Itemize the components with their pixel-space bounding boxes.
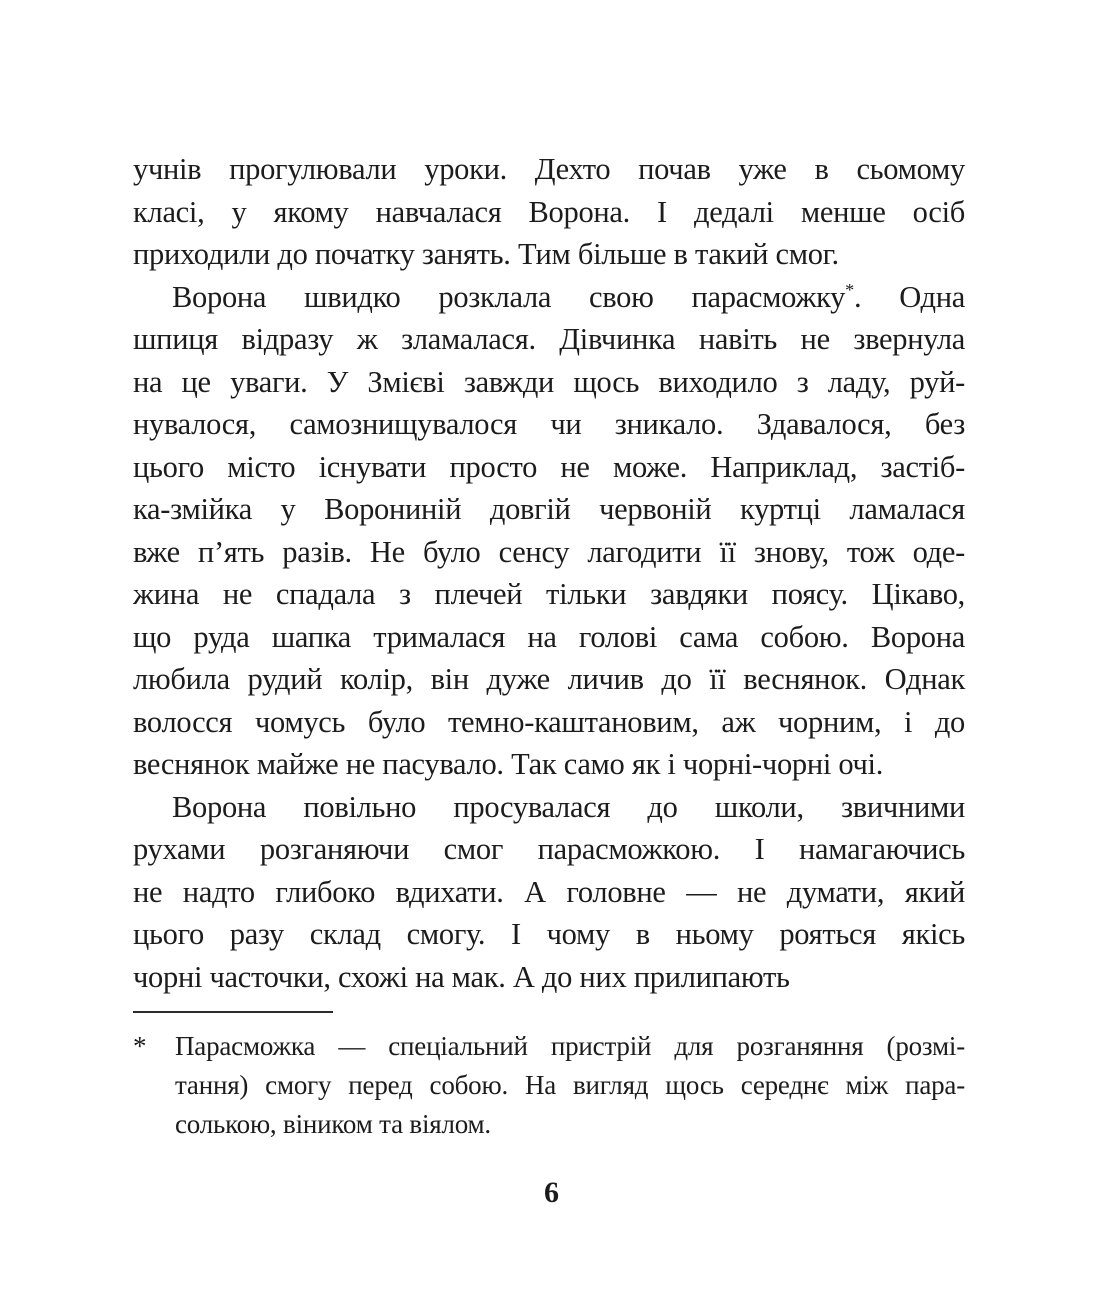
text-line: не надто глибоко вдихати. А головне — не думати, який	[133, 874, 965, 909]
footnote-line: тання) смогу перед собою. На вигляд щось середнє між пара-	[175, 1070, 965, 1100]
text-line: рухами розганяючи смог парасможкою. І намагаючись	[133, 832, 965, 866]
text-line: чорні часточки, схожі на мак. А до них прилипають	[133, 959, 790, 994]
footnote-rule	[133, 1011, 333, 1013]
text-line: волосся чомусь було темно-каштановим, аж чорним, і до	[133, 704, 965, 739]
paragraph	[133, 148, 965, 276]
text-block	[133, 148, 965, 998]
page-number: 6	[544, 1176, 559, 1209]
text-line: цього разу склад смогу. І чому в ньому рояться якісь	[133, 917, 965, 951]
text-line: на це уваги. У Змієві завжди щось виходило з ладу, руй-	[133, 364, 965, 399]
footnote-text	[175, 1027, 965, 1144]
text-line: шпиця відразу ж зламалася. Дівчинка навіть не звернула	[133, 322, 965, 356]
paragraph	[133, 786, 965, 999]
text-line: цього місто існувати просто не може. Наприклад, застіб-	[133, 449, 965, 484]
text-line: жина не спадала з плечей тільки завдяки поясу. Цікаво,	[133, 577, 965, 611]
text-line: що руда шапка трималася на голові сама собою. Ворона	[133, 619, 965, 654]
text-line: любила рудий колір, він дуже личив до її веснянок. Однак	[133, 662, 965, 696]
text-line: вже п’ять разів. Не було сенсу лагодити її знову, тож оде-	[133, 534, 965, 569]
text-line: учнів прогулювали уроки. Дехто почав уже в сьомому	[133, 152, 965, 186]
footnote-line: Парасможка — спеціальний пристрій для розганяння (розмі-	[175, 1031, 965, 1061]
footnote-line: солькою, віником та віялом.	[175, 1109, 491, 1139]
text-line	[133, 276, 965, 319]
footnote-marker: *	[133, 1031, 147, 1061]
text-line: приходили до початку занять. Тим більше в такий смог.	[133, 237, 839, 271]
text-segment: . Одна	[853, 279, 965, 314]
paragraph	[133, 276, 965, 786]
footnote-reference-asterisk: *	[845, 279, 854, 300]
text-segment: Ворона швидко розклала свою парасможку	[172, 279, 846, 314]
text-line: нувалося, самознищувалося чи зникало. Здавалося, без	[133, 407, 965, 441]
text-line: Ворона повільно просувалася до школи, звичними	[172, 789, 965, 824]
text-line: ка-змійка у Ворониній довгій червоній куртці ламалася	[133, 492, 965, 526]
text-line: веснянок майже не пасувало. Так само як і чорні-чорні очі.	[133, 747, 884, 781]
text-line: класі, у якому навчалася Ворона. І дедалі менше осіб	[133, 194, 965, 229]
footnote	[133, 1027, 965, 1144]
